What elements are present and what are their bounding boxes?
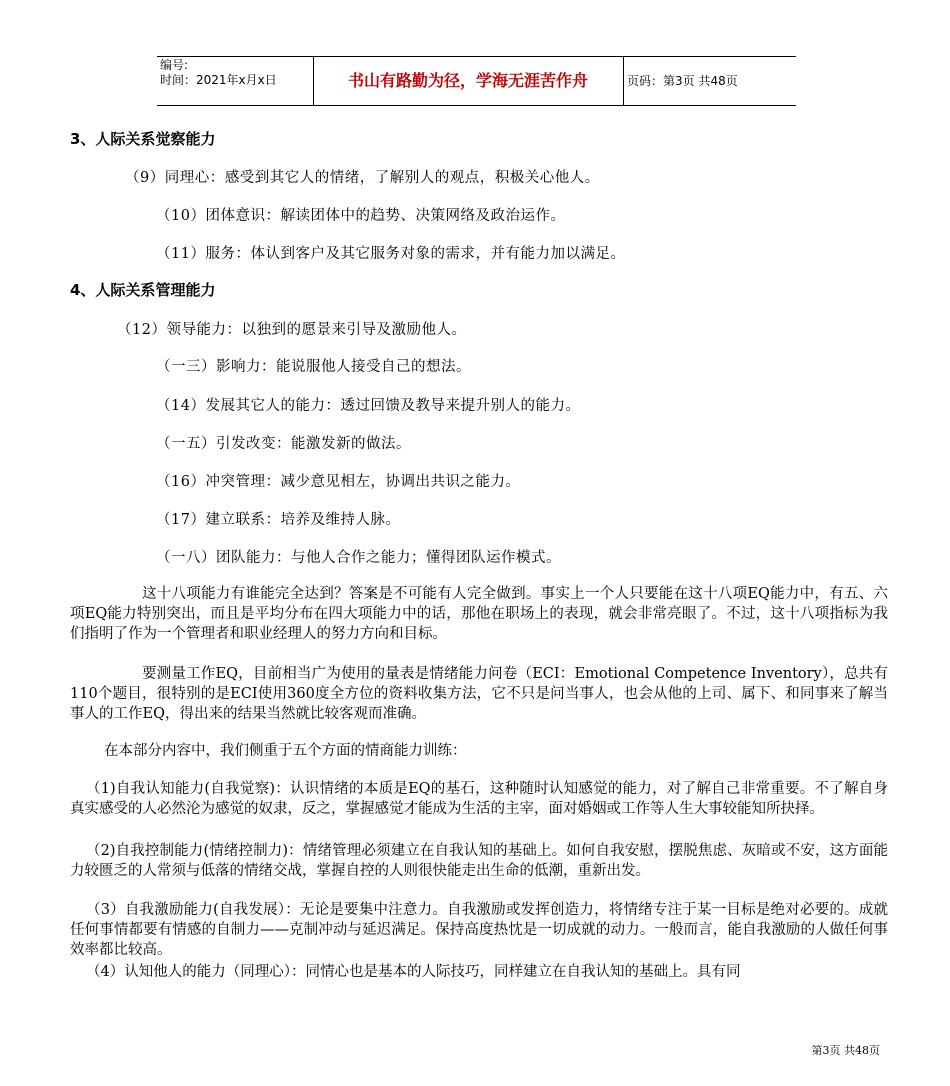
body-paragraph: 这十八项能力有谁能完全达到？答案是不可能有人完全做到。事实上一个人只要能在这十八项EQ能力中，有五、六项EQ能力特别突出，而且是平均分布在四大项能力中的话，那他在职场上的表现，就会非常亮眼了。不过，这十八项指标为我们指明了作为一个管理者和职业经理人的努力方向和目标。 <box>70 586 888 642</box>
page-footer: 第3页 共48页 <box>811 1044 880 1057</box>
document-number-label: 编号: <box>160 58 189 72</box>
body-paragraph: 要测量工作EQ，目前相当广为使用的量表是情绪能力问卷（ECI：Emotional Competence Inventory），总共有110个题目，很特别的是ECI使用360度全方位的资料收集方法，它不只是问当事人，也会从他的上司、属下、和同事来了解当事人的工作EQ，得出来的结果当然就比较客观而准确。 <box>70 666 888 722</box>
body-paragraph: （2)自我控制能力(情绪控制力)：情绪管理必须建立在自我认知的基础上。如何自我安慰，摆脱焦虑、灰暗或不安，这方面能力较匮乏的人常须与低落的情绪交战，掌握自控的人则很快能走出生命的低潮，重新出发。 <box>70 843 888 879</box>
list-item: （11）服务：体认到客户及其它服务对象的需求，并有能力加以满足。 <box>156 246 626 262</box>
page-header <box>157 56 796 106</box>
header-motto: 书山有路勤为径，学海无涯苦作舟 <box>347 71 588 90</box>
header-divider <box>623 57 624 105</box>
header-meta-cell <box>157 57 313 105</box>
body-paragraph: （3）自我激励能力(自我发展）：无论是要集中注意力。自我激励或发挥创造力，将情绪专注于某一目标是绝对必要的。成就任何事情都要有情感的自制力——克制冲动与延迟满足。保持高度热忱是一切成就的动力。一般而言，能自我激励的人做任何事效率都比较高。 <box>70 902 888 958</box>
body-paragraph: （4）认知他人的能力（同理心）：同情心也是基本的人际技巧，同样建立在自我认知的基础上。具有同 <box>86 964 741 980</box>
list-item: （9）同理心：感受到其它人的情绪，了解别人的观点，积极关心他人。 <box>125 170 600 186</box>
list-item: （10）团体意识：解读团体中的趋势、决策网络及政治运作。 <box>156 208 566 224</box>
date-label: 时间：2021年x月x日 <box>160 73 277 87</box>
body-paragraph: （1)自我认知能力(自我觉察)：认识情绪的本质是EQ的基石，这种随时认知感觉的能力，对了解自己非常重要。不了解自身真实感受的人必然沦为感觉的奴隶，反之，掌握感觉才能成为生活的主宰，面对婚姻或工作等人生大事较能知所抉择。 <box>70 781 888 817</box>
body-paragraph: 在本部分内容中，我们侧重于五个方面的情商能力训练： <box>104 743 467 759</box>
list-item: （17）建立联系：培养及维持人脉。 <box>156 512 401 528</box>
header-divider <box>313 57 314 105</box>
list-item: （一三）影响力：能说服他人接受自己的想法。 <box>156 359 471 375</box>
list-item: （一八）团队能力：与他人合作之能力；懂得团队运作模式。 <box>156 550 561 566</box>
header-page-label: 页码：第3页 共48页 <box>627 74 738 88</box>
list-item: （14）发展其它人的能力：透过回馈及教导来提升别人的能力。 <box>156 398 581 414</box>
list-item: （一五）引发改变：能激发新的做法。 <box>156 436 411 452</box>
list-item: （12）领导能力：以独到的愿景来引导及激励他人。 <box>117 322 467 338</box>
section-heading: 4、人际关系管理能力 <box>70 281 216 299</box>
list-item: （16）冲突管理：减少意见相左，协调出共识之能力。 <box>156 474 521 490</box>
section-heading: 3、人际关系觉察能力 <box>70 130 216 148</box>
